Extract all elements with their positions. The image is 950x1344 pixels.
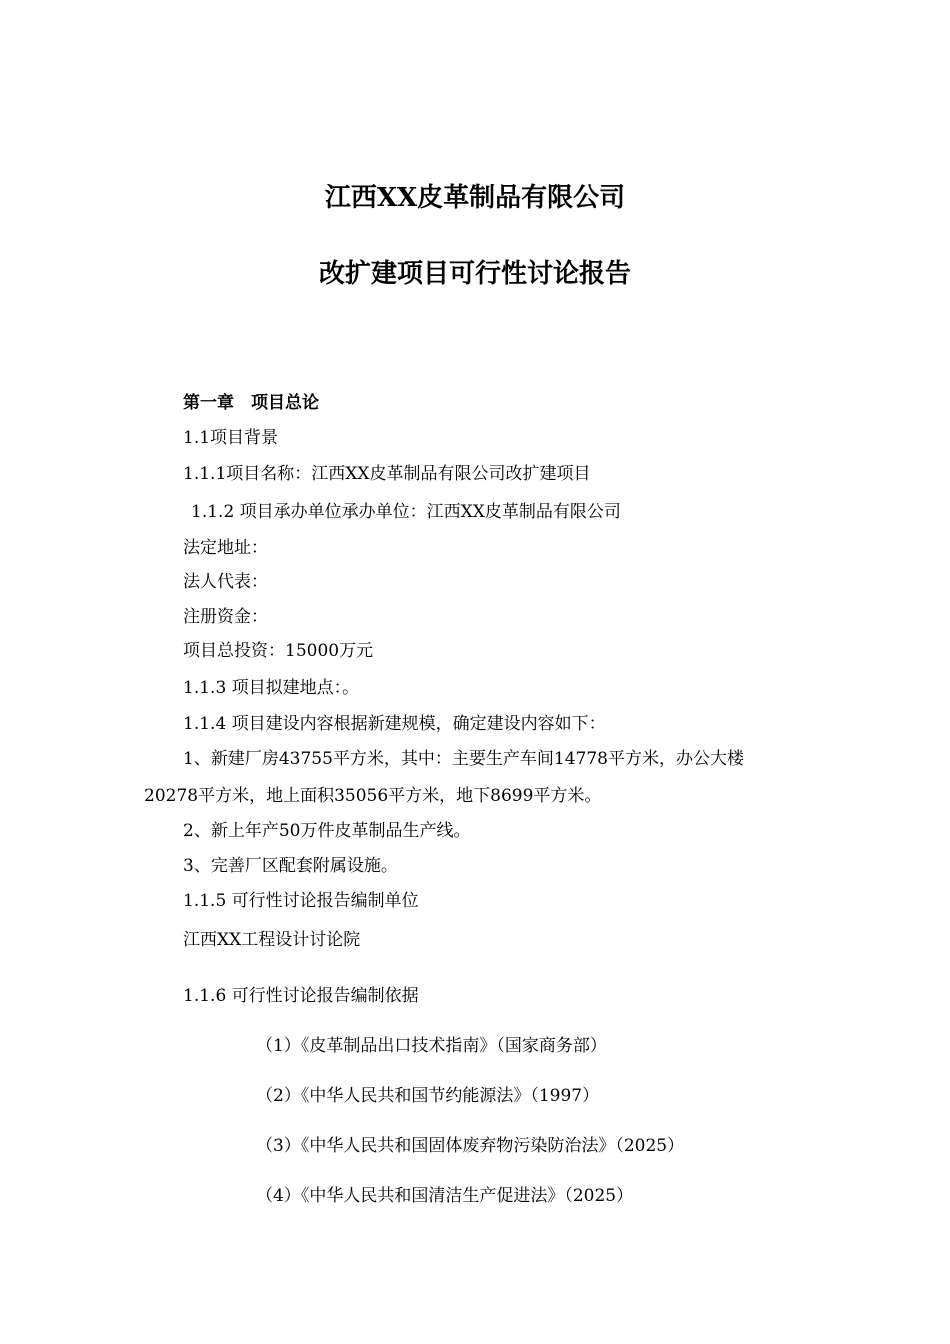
- chapter-heading: 第一章 项目总论: [183, 393, 319, 413]
- basis-heading: 1.1.6 可行性讨论报告编制依据: [183, 986, 419, 1006]
- report-title-project: 改扩建项目可行性讨论报告: [318, 259, 631, 289]
- sponsor-line: 1.1.2 项目承办单位承办单位：江西XX皮革制品有限公司: [191, 502, 621, 522]
- project-name-line: 1.1.1项目名称：江西XX皮革制品有限公司改扩建项目: [183, 464, 591, 484]
- legal-address-line: 法定地址：: [183, 538, 268, 558]
- construction-item-3: 3、完善厂区配套附属设施。: [183, 856, 398, 876]
- report-title-company: 江西XX皮革制品有限公司: [324, 183, 626, 213]
- legal-rep-line: 法人代表：: [183, 572, 268, 592]
- construction-item-2: 2、新上年产50万件皮革制品生产线。: [183, 821, 471, 841]
- basis-item: （3）《中华人民共和国固体废弃物污染防治法》（2025）: [256, 1136, 685, 1156]
- section-heading: 1.1项目背景: [183, 428, 279, 448]
- registered-capital-line: 注册资金：: [183, 607, 268, 627]
- construction-content-line: 1.1.4 项目建设内容根据新建规模，确定建设内容如下：: [183, 714, 606, 734]
- basis-item: （2）《中华人民共和国节约能源法》（1997）: [256, 1086, 600, 1106]
- construction-item-1: 1、新建厂房43755平方米，其中：主要生产车间14778平方米，办公大楼: [183, 749, 744, 769]
- compiler-name: 江西XX工程设计讨论院: [183, 930, 361, 950]
- compiler-heading: 1.1.5 可行性讨论报告编制单位: [183, 891, 419, 911]
- basis-item: （4）《中华人民共和国清洁生产促进法》（2025）: [256, 1186, 634, 1206]
- site-line: 1.1.3 项目拟建地点：。: [183, 678, 360, 698]
- basis-item: （1）《皮革制品出口技术指南》（国家商务部）: [256, 1036, 607, 1056]
- construction-item-1-cont: 20278平方米，地上面积35056平方米，地下8699平方米。: [144, 786, 602, 806]
- total-investment-line: 项目总投资：15000万元: [183, 641, 374, 661]
